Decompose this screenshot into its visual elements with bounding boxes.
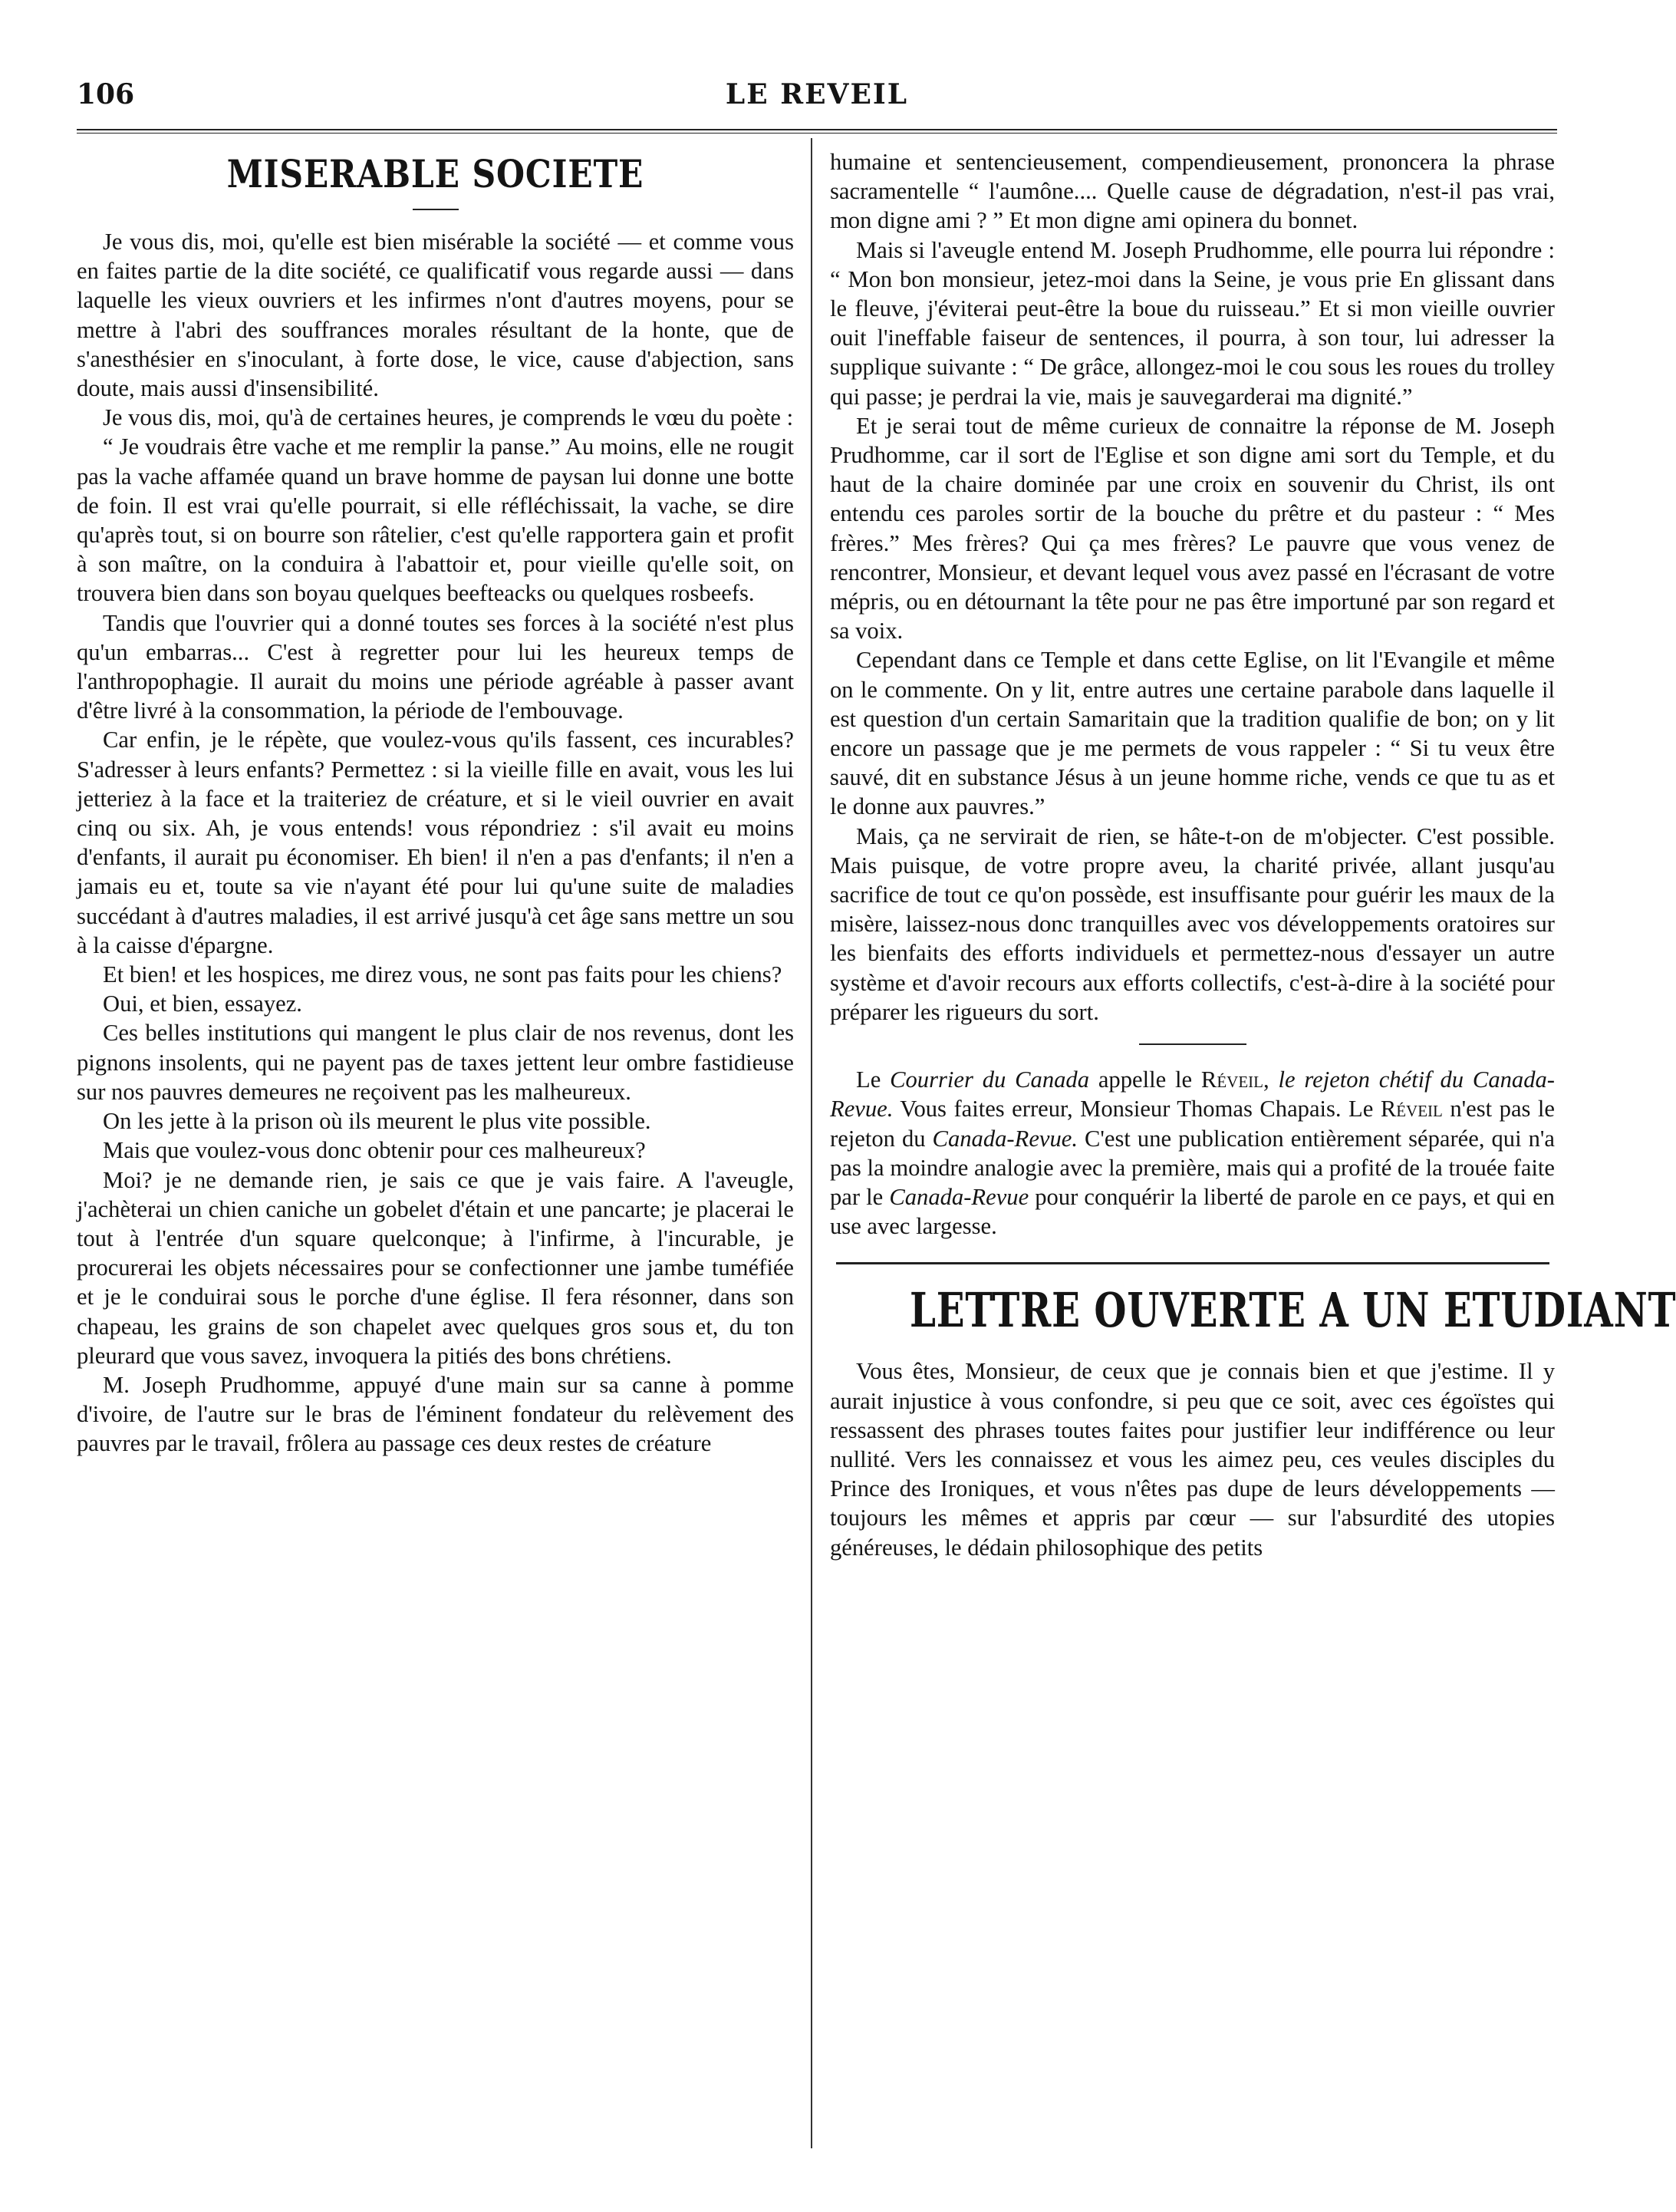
section-rule: [1139, 1043, 1246, 1045]
paragraph: Je vous dis, moi, qu'à de certaines heures, je comprends le vœu du poète :: [103, 404, 794, 431]
paragraph: M. Joseph Prudhomme, appuyé d'une main sur sa canne à pomme d'ivoire, de l'autre sur le bras de l'éminent fondateur du relèvement des pauvres par le travail, frôlera au passage ces deux restes de créature: [77, 1371, 794, 1457]
page-number: 106: [77, 78, 135, 110]
section-rule-long: [836, 1262, 1549, 1264]
paragraph: Mais, ça ne servirait de rien, se hâte-t-on de m'objecter. C'est possible. Mais puisque, de votre propre aveu, la charité privée, allant jusqu'au sacrifice de tout ce qu'on possède, est insuffisante pour guérir les maux de la misère, laissez-nous donc tranquilles avec vos développements oratoires sur les bienfaits des efforts individuels et permettez-nous d'essayer un autre système et d'avoir recours aux efforts collectifs, c'est-à-dire à la société pour préparer les rigueurs du sort.: [830, 822, 1555, 1025]
paragraph: Mais si l'aveugle entend M. Joseph Prudhomme, elle pourra lui répondre : “ Mon bon monsieur, jetez-moi dans la Seine, je vous prie En glissant dans le fleuve, j'éviterai peut-être la boue du ruisseau.” Et si mon vieille ouvrier ouit l'ineffable faiseur de sentences, il pourra, à son tour, lui adresser la supplique suivante : “ De grâce, allongez-moi le cou sous les roues du trolley qui passe; je perdrai la vie, mais je sauvegarderai ma dignité.”: [830, 236, 1555, 410]
paragraph-continuation: humaine et sentencieusement, compendieusement, prononcera la phrase sacramentelle “ l'aumône.... Quelle cause de dégradation, n'est-il pas vrai, mon digne ami ? ” Et mon digne ami opinera du bonnet.: [830, 149, 1555, 234]
header-rule: [77, 129, 1557, 134]
paragraph: Mais que voulez-vous donc obtenir pour ces malheureux?: [103, 1137, 646, 1164]
paragraph: On les jette à la prison où ils meurent le plus vite possible.: [103, 1108, 651, 1135]
paragraph: Vous êtes, Monsieur, de ceux que je connais bien et que j'estime. Il y aurait injustice à vous confondre, si peu que ce soit, avec ces égoïstes qui ressassent des phrases toutes faites pour justifier leur indifférence ou leur nullité. Vers les connaissez et vous les aimez peu, ces veules disciples du Prince des Ironiques, et vous n'êtes pas dupe de leurs développements — toujours les mêmes et appris par cœur — sur l'absurdité des utopies généreuses, le dédain philosophique des petits: [830, 1358, 1555, 1561]
left-column: [77, 147, 794, 1459]
paragraph: Et bien! et les hospices, me direz vous, ne sont pas faits pour les chiens?: [103, 961, 782, 988]
paragraph: Moi? je ne demande rien, je sais ce que je vais faire. A l'aveugle, j'achèterai un chien caniche un gobelet d'étain et une pancarte; je placerai le tout à l'entrée d'un square quelconque; à l'infirme, à l'incurable, je procurerai les objets nécessaires pour se confectionner une jambe tuméfiée et je le conduirai sous le porche d'une église. Il fera résonner, dans son chapeau, les grains de son chapelet avec quelques gros sous et, du ton pleurard que vous savez, invoquera la pitiés des bons chrétiens.: [77, 1166, 794, 1369]
title-rule: [413, 209, 459, 210]
paragraph: Je vous dis, moi, qu'elle est bien misérable la société — et comme vous en faites partie de la dite société, ce qualificatif vous regarde aussi — dans laquelle les vieux ouvriers et les infirmes n'ont d'autres moyens, pour se mettre à l'abri des souffrances morales résultant de la honte, que de s'anesthésier en s'inoculant, à forte dose, le vice, cause d'abjection, sans doute, mais aussi d'insensibilité.: [77, 229, 794, 402]
masthead: LE REVEIL: [725, 78, 909, 110]
page-header: [77, 78, 1557, 117]
article-title: MISERABLE SOCIETE: [226, 151, 644, 196]
paragraph: Car enfin, je le répète, que voulez-vous qu'ils fassent, ces incurables? S'adresser à leurs enfants? Permettez : si la vieille fille en avait, vous les lui jetteriez à la face et la traiteriez de créature, et si le vieil ouvrier en avait cinq ou six. Ah, je vous entends! vous répondriez : s'il avait eu moins d'enfants, il aurait pu économiser. Eh bien! il n'en a pas d'enfants; il n'en a jamais eu et, toute sa vie n'ayant été pour lui qu'une suite de maladies succédant à d'autres maladies, il est arrivé jusqu'à cet âge sans mettre un sou à la caisse d'épargne.: [77, 727, 794, 958]
notice-paragraph: Le Courrier du Canada appelle le Réveil, le rejeton chétif du Canada-Revue. Vous faites erreur, Monsieur Thomas Chapais. Le Réveil n'est pas le rejeton du Canada-Revue. C'est une publication entièrement séparée, qui n'a pas la moindre analogie avec la première, mais qui a profité de la trouée faite par le Canada-Revue pour conquérir la liberté de parole en ce pays, et qui en use avec largesse.: [830, 1066, 1555, 1240]
paragraph: Tandis que l'ouvrier qui a donné toutes ses forces à la société n'est plus qu'un embarras... C'est à regretter pour lui les heureux temps de l'anthropophagie. Il aurait du moins une période agréable à passer avant d'être livré à la consommation, la période de l'embouvage.: [77, 609, 794, 724]
column-divider: [811, 138, 812, 2148]
paragraph: Et je serai tout de même curieux de connaitre la réponse de M. Joseph Prudhomme, car il sort de l'Eglise et son digne ami sort du Temple, et du haut de la chaire dominée par une croix en souvenir du Christ, ils ont entendu ces paroles sortir de la bouche du prêtre et du pasteur : “ Mes frères.” Mes frères? Qui ça mes frères? Le pauvre que vous venez de rencontrer, Monsieur, et devant lequel vous avez passé en l'écrasant de votre mépris, ou en détournant la tête pour ne pas être importuné par son regard et sa voix.: [830, 412, 1555, 644]
paragraph: Cependant dans ce Temple et dans cette Eglise, on lit l'Evangile et même on le commente. On y lit, entre autres une certaine parabole dans laquelle il est question d'un certain Samaritain que la tradition qualifie de bon; on y lit encore un passage que je me permets de vous rappeler : “ Si tu veux être sauvé, dit en substance Jésus à un jeune homme riche, vends ce que tu as et le donne aux pauvres.”: [830, 647, 1555, 820]
paragraph: “ Je voudrais être vache et me remplir la panse.” Au moins, elle ne rougit pas la vache affamée quand un brave homme de paysan lui donne une botte de foin. Il est vrai qu'elle pourrait, si elle réfléchissait, la vache, se dire qu'après tout, si on bourre son râtelier, c'est qu'elle rapportera gain et profit à son maître, on la conduira à l'abattoir et, pour vieille qu'elle soit, on trouvera bien dans son boyau quelques beefteacks ou quelques rosbeefs.: [77, 433, 794, 607]
right-column: [830, 147, 1676, 1562]
article-title: LETTRE OUVERTE A UN ETUDIANT: [909, 1282, 1676, 1339]
paragraph: Oui, et bien, essayez.: [103, 991, 302, 1017]
paragraph: Ces belles institutions qui mangent le plus clair de nos revenus, dont les pignons insolents, qui ne payent pas de taxes jettent leur ombre fastidieuse sur nos pauvres demeures ne reçoivent pas les malheureux.: [77, 1020, 794, 1105]
